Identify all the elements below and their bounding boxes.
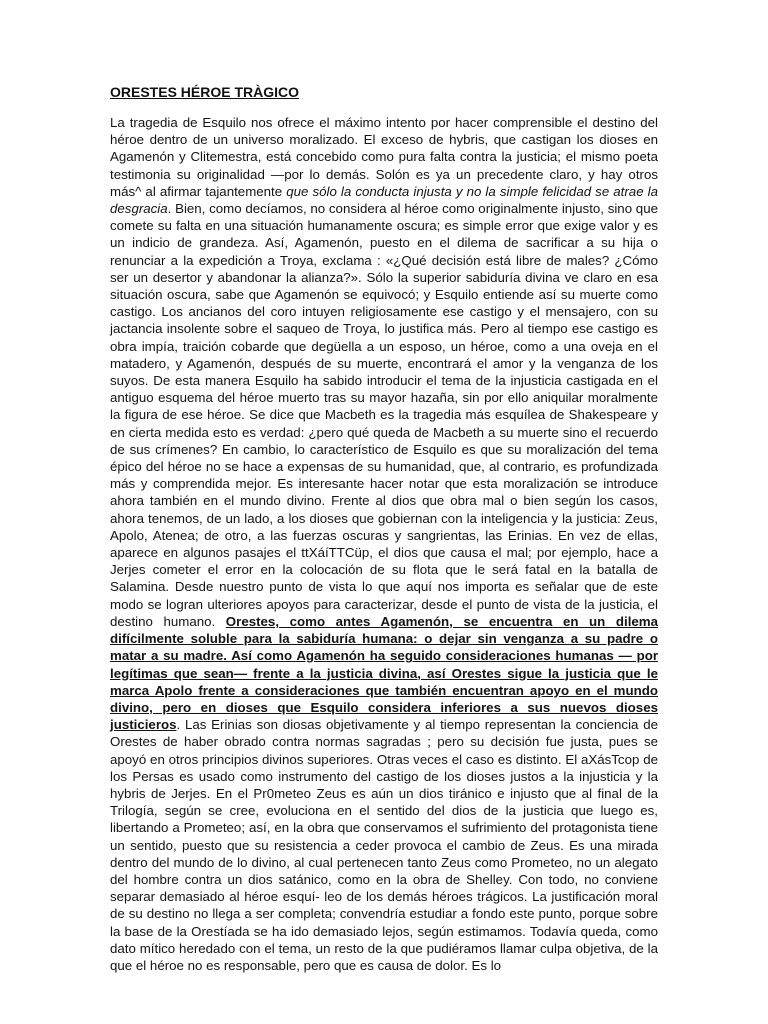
document-title: ORESTES HÉROE TRÀGICO: [110, 84, 300, 100]
paragraph-italic-quote: que sólo la conducta injusta y no la simple felicidad se atrae la desgracia: [110, 183, 658, 217]
paragraph-bold-underlined-passage: Orestes, como antes Agamenón, se encuentra en un dilema difícilmente soluble para la sabiduría humana: o dejar sin venganza a su padre o matar a su madre. Así como Agamenón ha seguido consideraciones humanas — por legítimas que sean— frente a la justicia divina, así Orestes sigue la justicia que le marca Apolo frente a consideraciones que también encuentran apoyo en el mundo divino, pero en dioses que Esquilo considera inferiores a sus nuevos dioses justicieros: [110, 613, 659, 733]
paragraph-text-part1: La tragedia de Esquilo nos ofrece el máximo intento por hacer comprensible el destino del héroe dentro de un universo moralizado. El exceso de hybris, que castigan los dioses en Agamenón y Clitemestra, está concebido como pura falta contra la justicia; el mismo poeta testimonia su originalidad —por lo demás. Solón es ya un precedente claro, y hay otros más^ al afirmar tajantemente: [110, 115, 658, 199]
paragraph-text-part2: . Bien, como decíamos, no considera al héroe como originalmente injusto, sino que comete su falta en una situación humanamente oscura; es simple error que exige valor y es un indicio de grandeza. Así, Agamenón, puesto en el dilema de sacrificar a su hija o renunciar a la expedición a Troya, exclama : «¿Qué decisión está libre de males? ¿Cómo ser un desertor y abandonar la alianza?». Sólo la superior sabiduría divina ve claro en esa situación oscura, sabe que Agamenón se equivocó; y Esquilo entiende así su muerte como castigo. Los ancianos del coro intuyen religiosamente ese castigo y el mensajero, con su jactancia insolente sobre el saqueo de Troya, lo justifica más. Pero al tiempo ese castigo es obra impía, traición cobarde que degüella a un esposo, un héroe, como a una oveja en el matadero, y Agamenón, después de su muerte, encontrará el amor y la venganza de los suyos. De esta manera Esquilo ha sabido introducir el tema de la injusticia castigada en el antiguo esquema del héroe muerto tras su mayor hazaña, sin por ello aniquilar moralmente la figura de ese héroe. Se dice que Macbeth es la tragedia más esquílea de Shakespeare y en cierta medida esto es verdad: ¿pero qué queda de Macbeth a su muerte sino el recuerdo de sus crímenes? En cambio, lo característico de Esquilo es que su moralización del tema épico del héroe no se hace a expensas de su humanidad, que, al contrario, es profundizada más y comprendida mejor. Es interesante hacer notar que esta moralización se introduce ahora también en el mundo divino. Frente al dios que obra mal o bien según los casos, ahora tenemos, de un lado, a los dioses que gobiernan con la inteligencia y la justicia: Zeus, Apolo, Atenea; de otro, a las fuerzas oscuras y sangrientas, las Erinias. En vez de ellas, aparece en algunos pasajes el ttXáíTTCüp, el dios que causa el mal; por ejemplo, hace a Jerjes cometer el error en la colocación de su flota que le será fatal en la batalla de Salamina. Desde nuestro punto de vista lo que aquí nos importa es señalar que de este modo se logran ulteriores apoyos para caracterizar, desde el punto de vista de la justicia, el destino humano.: [110, 201, 658, 629]
document-paragraph: [110, 114, 658, 974]
paragraph-text-part3: . Las Erinias son diosas objetivamente y al tiempo representan la conciencia de Orestes de haber obrado contra normas sagradas ; pero su decisión fue justa, pues se apoyó en otros principios divinos superiores. Otras veces el caso es distinto. El aXásTcop de los Persas es usado como instrumento del castigo de los dioses justos a la injusticia y la hybris de Jerjes. En el Pr0meteo Zeus es aún un dios tiránico e injusto que al final de la Trilogía, según se cree, evoluciona en el sentido del dios de la justicia que luego es, libertando a Prometeo; así, en la obra que conservamos el sufrimiento del protagonista tiene un sentido, puesto que su resistencia a ceder provoca el cambio de Zeus. Es una mirada dentro del mundo de lo divino, al cual pertenecen tanto Zeus como Prometeo, no un alegato del hombre contra un dios satánico, como en la obra de Shelley. Con todo, no conviene separar demasiado al héroe esquí- leo de los demás héroes trágicos. La justificación moral de su destino no llega a ser completa; convendría estudiar a fondo este punto, porque sobre la base de la Orestíada se ha ido demasiado lejos, según estimamos. Todavía queda, como dato mítico heredado con el tema, un resto de la que pudiéramos llamar culpa objetiva, de la que el héroe no es responsable, pero que es causa de dolor. Es lo: [110, 717, 658, 973]
